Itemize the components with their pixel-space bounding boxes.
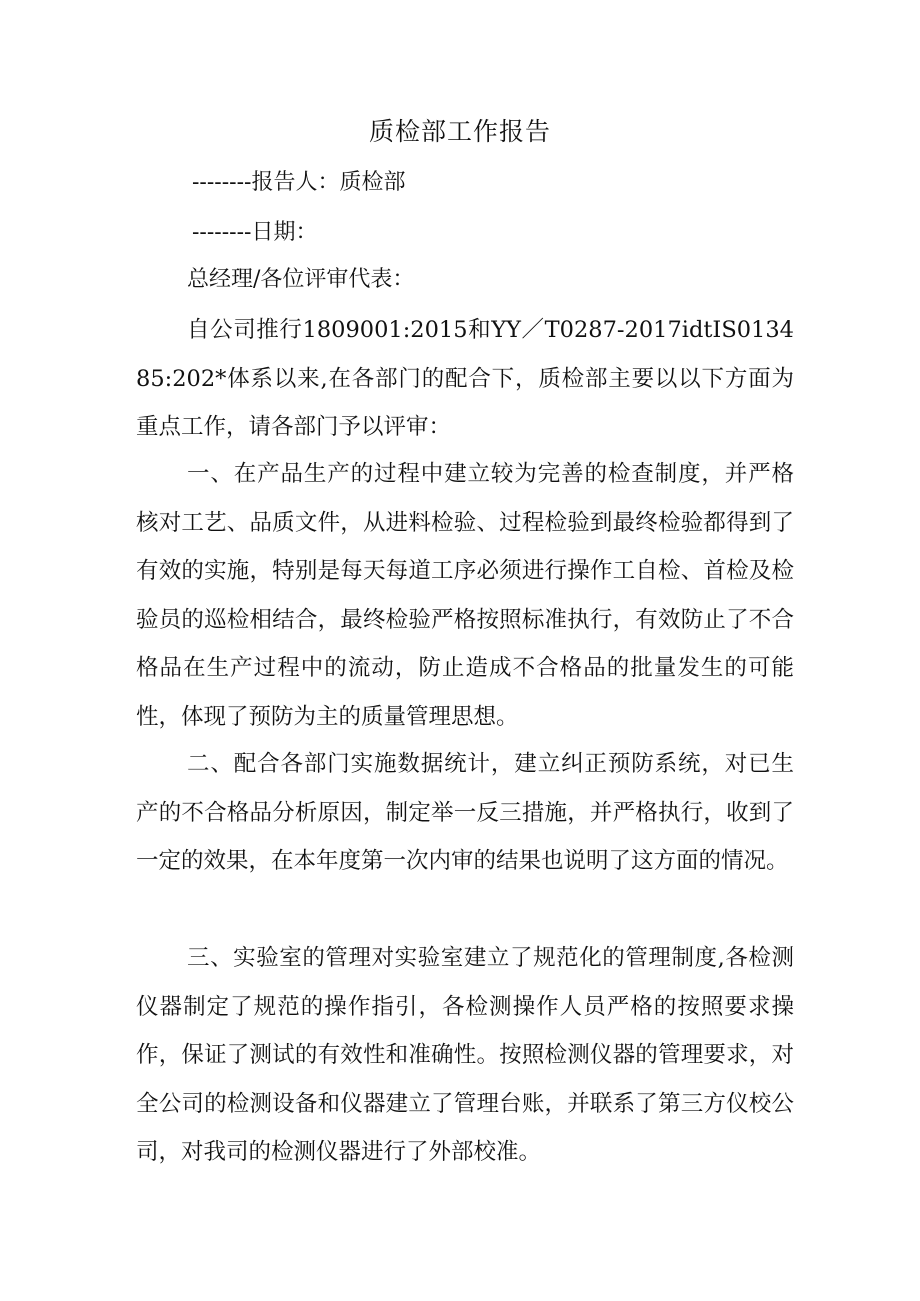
paragraph-corrective-action: 二、配合各部门实施数据统计，建立纠正预防系统，对已生产的不合格品分析原因，制定举一反三措施，并严格执行，收到了一定的效果，在本年度第一次内审的结果也说明了这方面的情况。 <box>136 751 794 874</box>
paragraph-inspection-system: 一、在产品生产的过程中建立较为完善的检查制度，并严格核对工艺、品质文件，从进料检验、过程检验到最终检验都得到了有效的实施，特别是每天每道工序必须进行操作工自检、首检及检验员的巡检相结合，最终检验严格按照标准执行，有效防止了不合格品在生产过程中的流动，防止造成不合格品的批量发生的可能性，体现了预防为主的质量管理思想。 <box>136 461 794 730</box>
paragraph-laboratory: 三、实验室的管理对实验室建立了规范化的管理制度,各检测仪器制定了规范的操作指引，各检测操作人员严格的按照要求操作，保证了测试的有效性和准确性。按照检测仪器的管理要求，对全公司的检测设备和仪器建立了管理台账，并联系了第三方仪校公司，对我司的检测仪器进行了外部校准。 <box>136 945 794 1165</box>
date-line: --------日期： <box>192 220 318 245</box>
document-title: 质检部工作报告 <box>368 117 551 146</box>
salutation: 总经理/各位评审代表： <box>187 267 415 292</box>
reporter-line: --------报告人：质检部 <box>192 170 406 195</box>
paragraph-intro: 自公司推行1809001:2015和YY／T0287-2017idtIS013485:202*体系以来,在各部门的配合下，质检部主要以以下方面为重点工作，请各部门予以评审： <box>136 317 794 440</box>
